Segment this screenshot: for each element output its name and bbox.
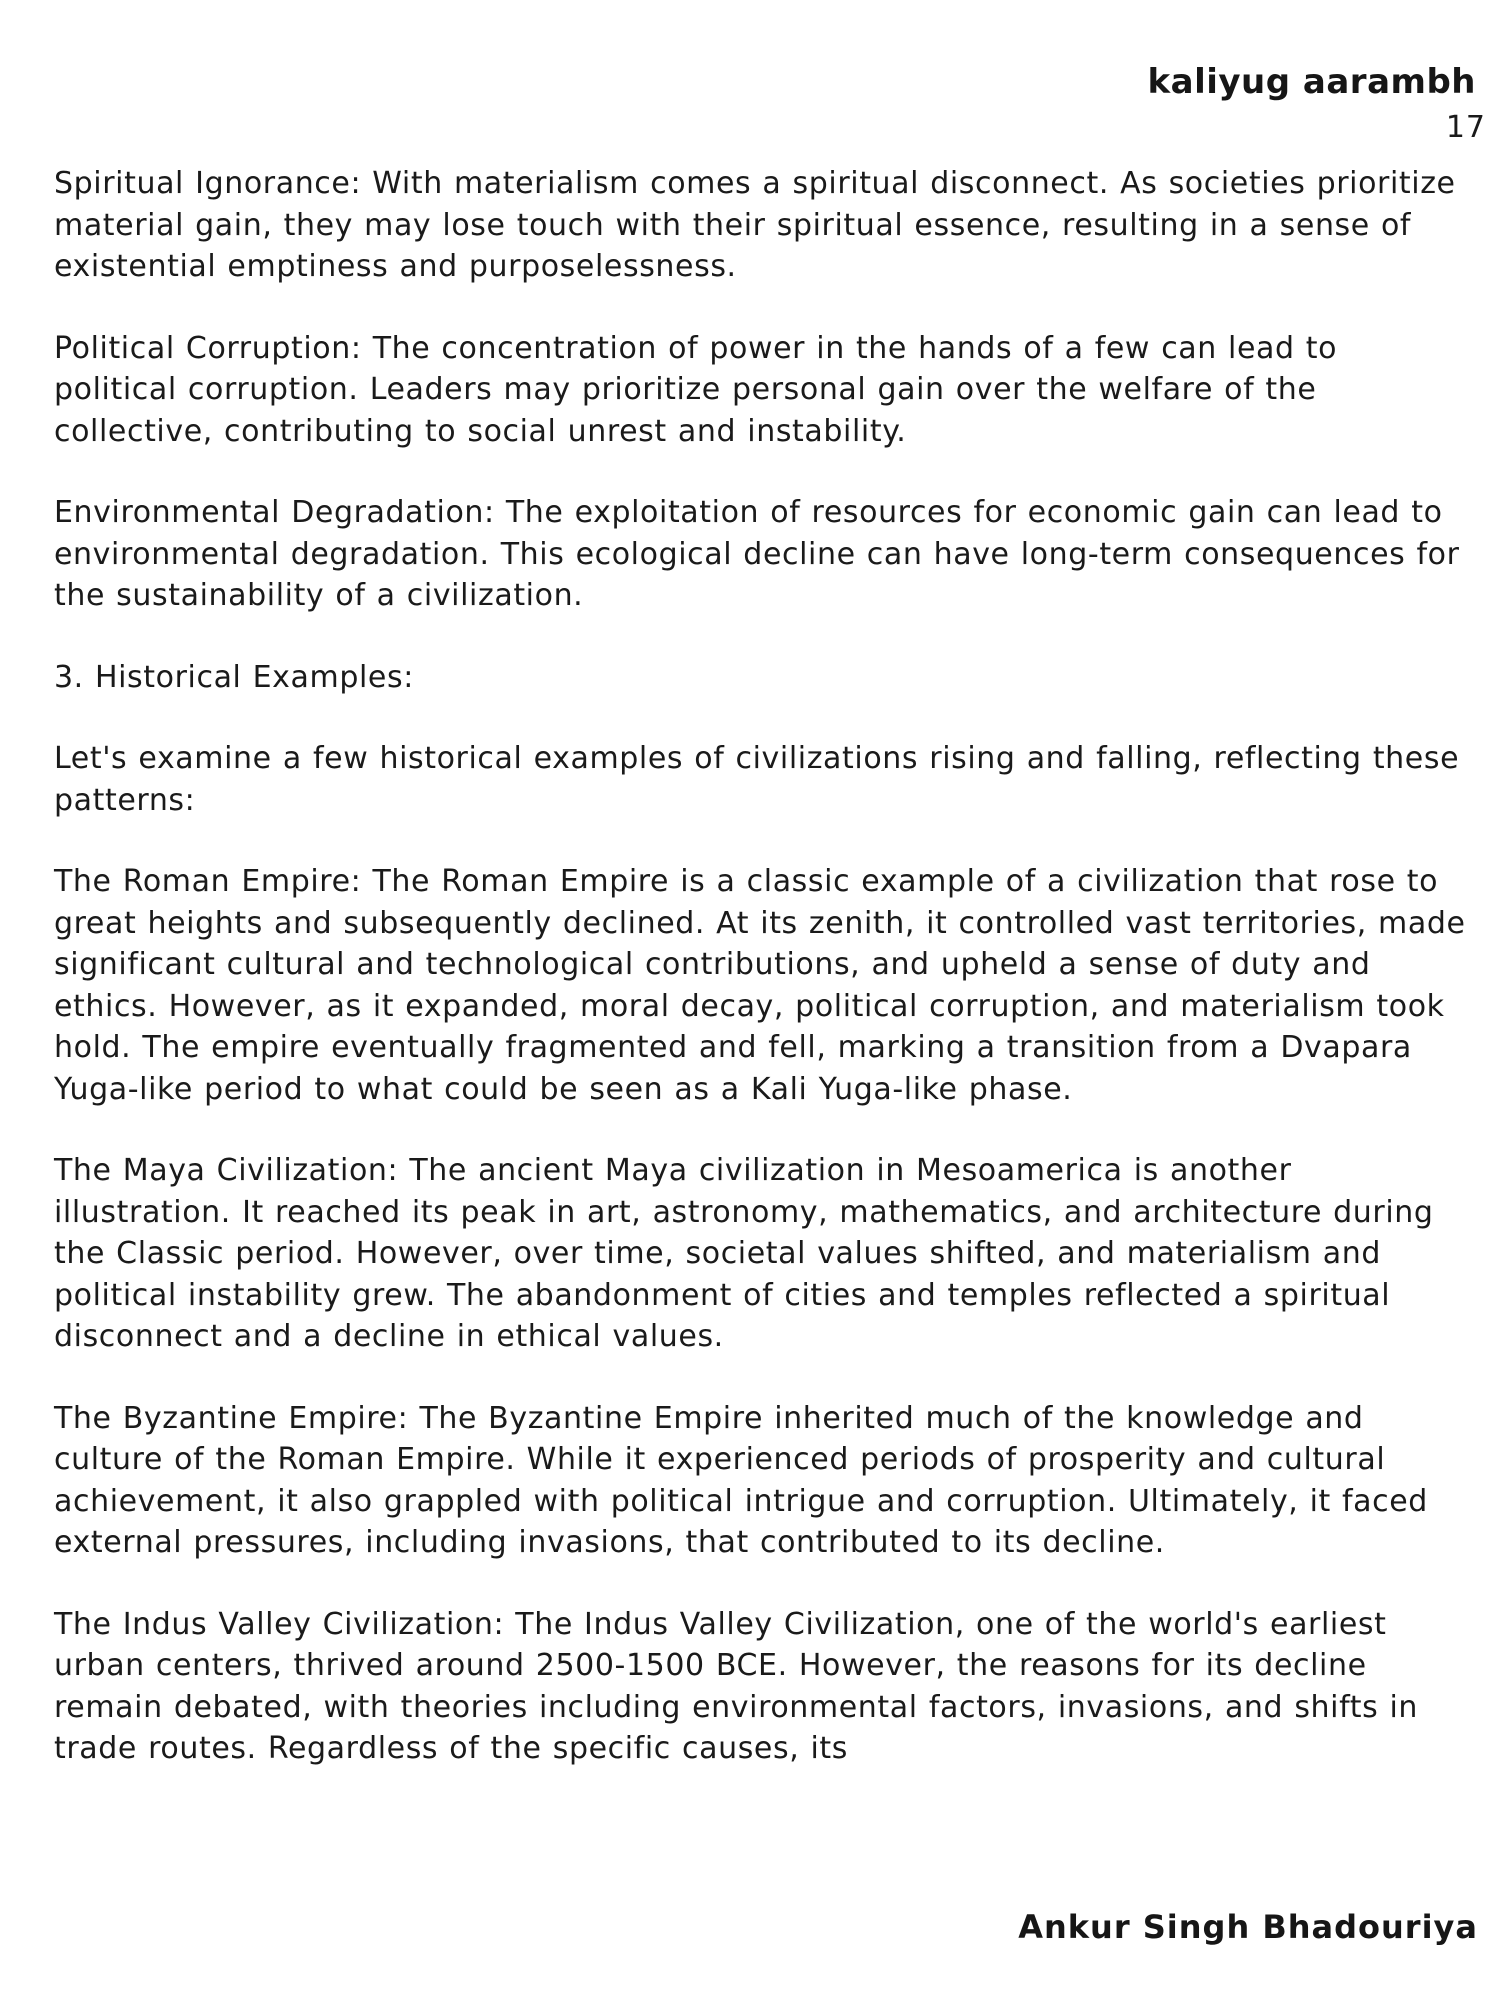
running-header-title: kaliyug aarambh [1147,62,1476,102]
paragraph-political-corruption: Political Corruption: The concentration of power in the hands of a few can lead to political corruption. Leaders may prioritize personal gain over the welfare of the collective, contributing to social unrest and instability. [54,330,1338,449]
body-text [54,163,1466,1810]
paragraph-byzantine-empire: The Byzantine Empire: The Byzantine Empire inherited much of the knowledge and culture of the Roman Empire. While it experienced periods of prosperity and cultural achievement, it also grappled with political intrigue and corruption. Ultimately, it faced external pressures, including invasions, that contributed to its decline. [54,1400,1428,1560]
page-number: 17 [1445,110,1486,145]
paragraph-spiritual-ignorance: Spiritual Ignorance: With materialism comes a spiritual disconnect. As societies prioritize material gain, they may lose touch with their spiritual essence, resulting in a sense of existential emptiness and purposelessness. [54,166,1456,284]
paragraph-environmental-degradation: Environmental Degradation: The exploitation of resources for economic gain can lead to environmental degradation. This ecological decline can have long-term consequences for the sustainability of a civilization. [54,495,1460,613]
paragraph-roman-empire: The Roman Empire: The Roman Empire is a classic example of a civilization that rose to great heights and subsequently declined. At its zenith, it controlled vast territories, made significant cultural and technological contributions, and upheld a sense of duty and ethics. However, as it expanded, moral decay, political corruption, and materialism took hold. The empire eventually fragmented and fell, marking a transition from a Dvapara Yuga-like period to what could be seen as a Kali Yuga-like phase. [54,864,1466,1107]
paragraph-intro-examples: Let's examine a few historical examples of civilizations rising and falling, reflecting these patterns: [54,741,1460,818]
running-footer-author: Ankur Singh Bhadouriya [1018,1908,1478,1946]
section-heading-historical-examples: 3. Historical Examples: [54,659,414,695]
paragraph-maya-civilization: The Maya Civilization: The ancient Maya civilization in Mesoamerica is another illustration. It reached its peak in art, astronomy, mathematics, and architecture during the Classic period. However, over time, societal values shifted, and materialism and political instability grew. The abandonment of cities and temples reflected a spiritual disconnect and a decline in ethical values. [54,1153,1434,1354]
paragraph-indus-valley: The Indus Valley Civilization: The Indus Valley Civilization, one of the world's earliest urban centers, thrived around 2500-1500 BCE. However, the reasons for its decline remain debated, with theories including environmental factors, invasions, and shifts in trade routes. Regardless of the specific causes, its [54,1606,1419,1766]
